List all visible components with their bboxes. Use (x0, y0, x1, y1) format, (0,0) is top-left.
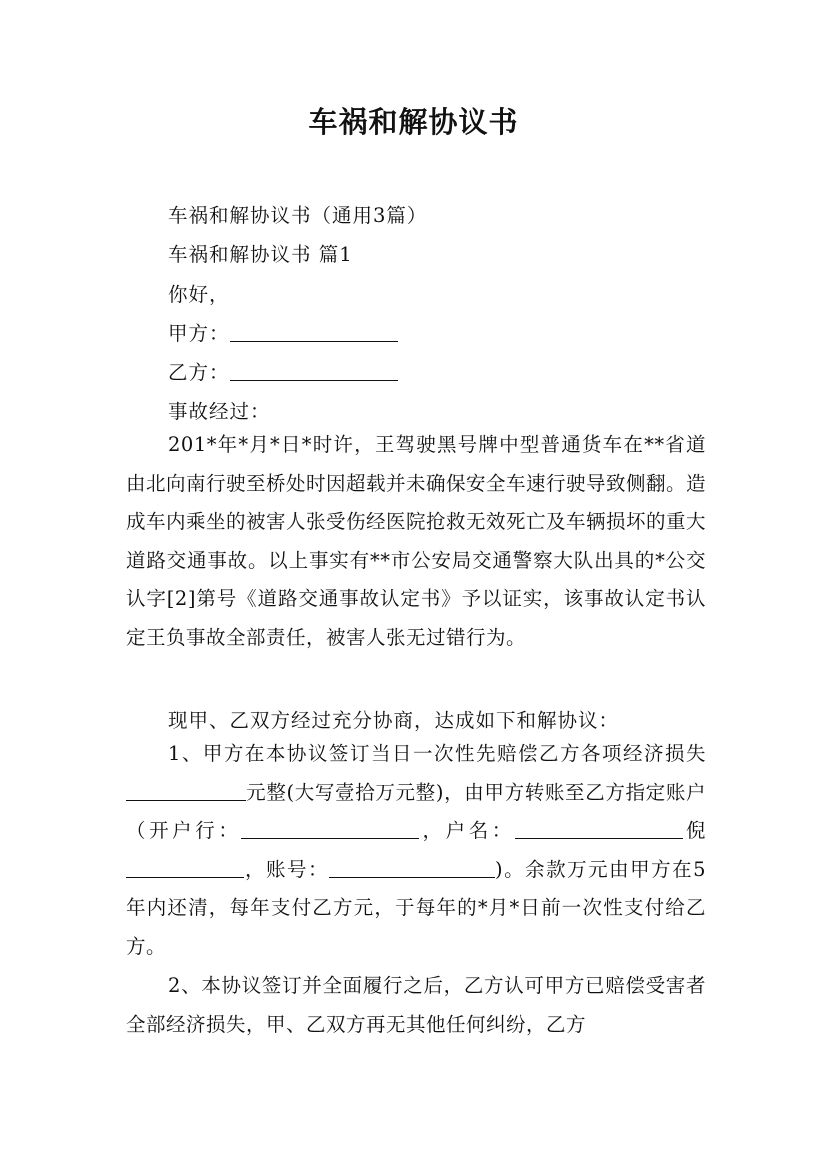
party-b-label: 乙方： (168, 361, 230, 384)
clause-1-text-e: ，账号： (244, 857, 329, 881)
incident-label: 事故经过： (168, 400, 271, 423)
clause-1-text-a: 1、甲方在本协议签订当日一次性先赔偿乙方各项经济损失 (168, 742, 706, 765)
amount-blank (126, 780, 246, 801)
party-b-line (168, 357, 398, 385)
clause-1-text-c: ，户名： (419, 819, 515, 842)
party-a-label: 甲方： (168, 322, 230, 345)
greeting: 你好， (168, 283, 230, 306)
account-name-blank-b (126, 857, 244, 878)
clause-2-paragraph: 2、本协议签订并全面履行之后，乙方认可甲方已赔偿受害者全部经济损失，甲、乙双方再无其他任何纠纷，乙方 (126, 974, 706, 1036)
party-a-line (168, 318, 398, 346)
party-a-blank (230, 321, 398, 342)
document-title: 车祸和解协议书 (308, 105, 519, 139)
document-subtitle: 车祸和解协议书（通用3篇） (168, 204, 428, 227)
party-b-blank (230, 360, 398, 381)
clause-1-text-d: 倪 (682, 819, 706, 842)
clause-1-text-b: 元整(大写壹拾万元整)，由甲方转账至乙方指定账户（开户行： (126, 780, 706, 842)
incident-paragraph: 201*年*月*日*时许，王驾驶黑号牌中型普通货车在**省道由北向南行驶至桥处时因超载并未确保安全车速行驶导致侧翻。造成车内乘坐的被害人张受伤经医院抢救无效死亡及车辆损坏的重大道路交通事故。以上事实有**市公安局交通警察大队出具的*公交认字[2]第号《道路交通事故认定书》予以证实，该事故认定书认定王负事故全部责任，被害人张无过错行为。 (126, 433, 707, 649)
clause-1-paragraph (126, 735, 706, 966)
account-number-blank (329, 857, 495, 878)
account-name-blank-a (515, 818, 683, 839)
clause-1-text-f: )。余款万元由甲方在5年内还清，每年支付乙方元，于每年的*月*日前一次性支付给乙方。 (126, 857, 706, 958)
bank-blank (241, 818, 419, 839)
agreement-intro: 现甲、乙双方经过充分协商，达成如下和解协议： (168, 709, 620, 732)
section-heading: 车祸和解协议书 篇1 (168, 243, 353, 266)
